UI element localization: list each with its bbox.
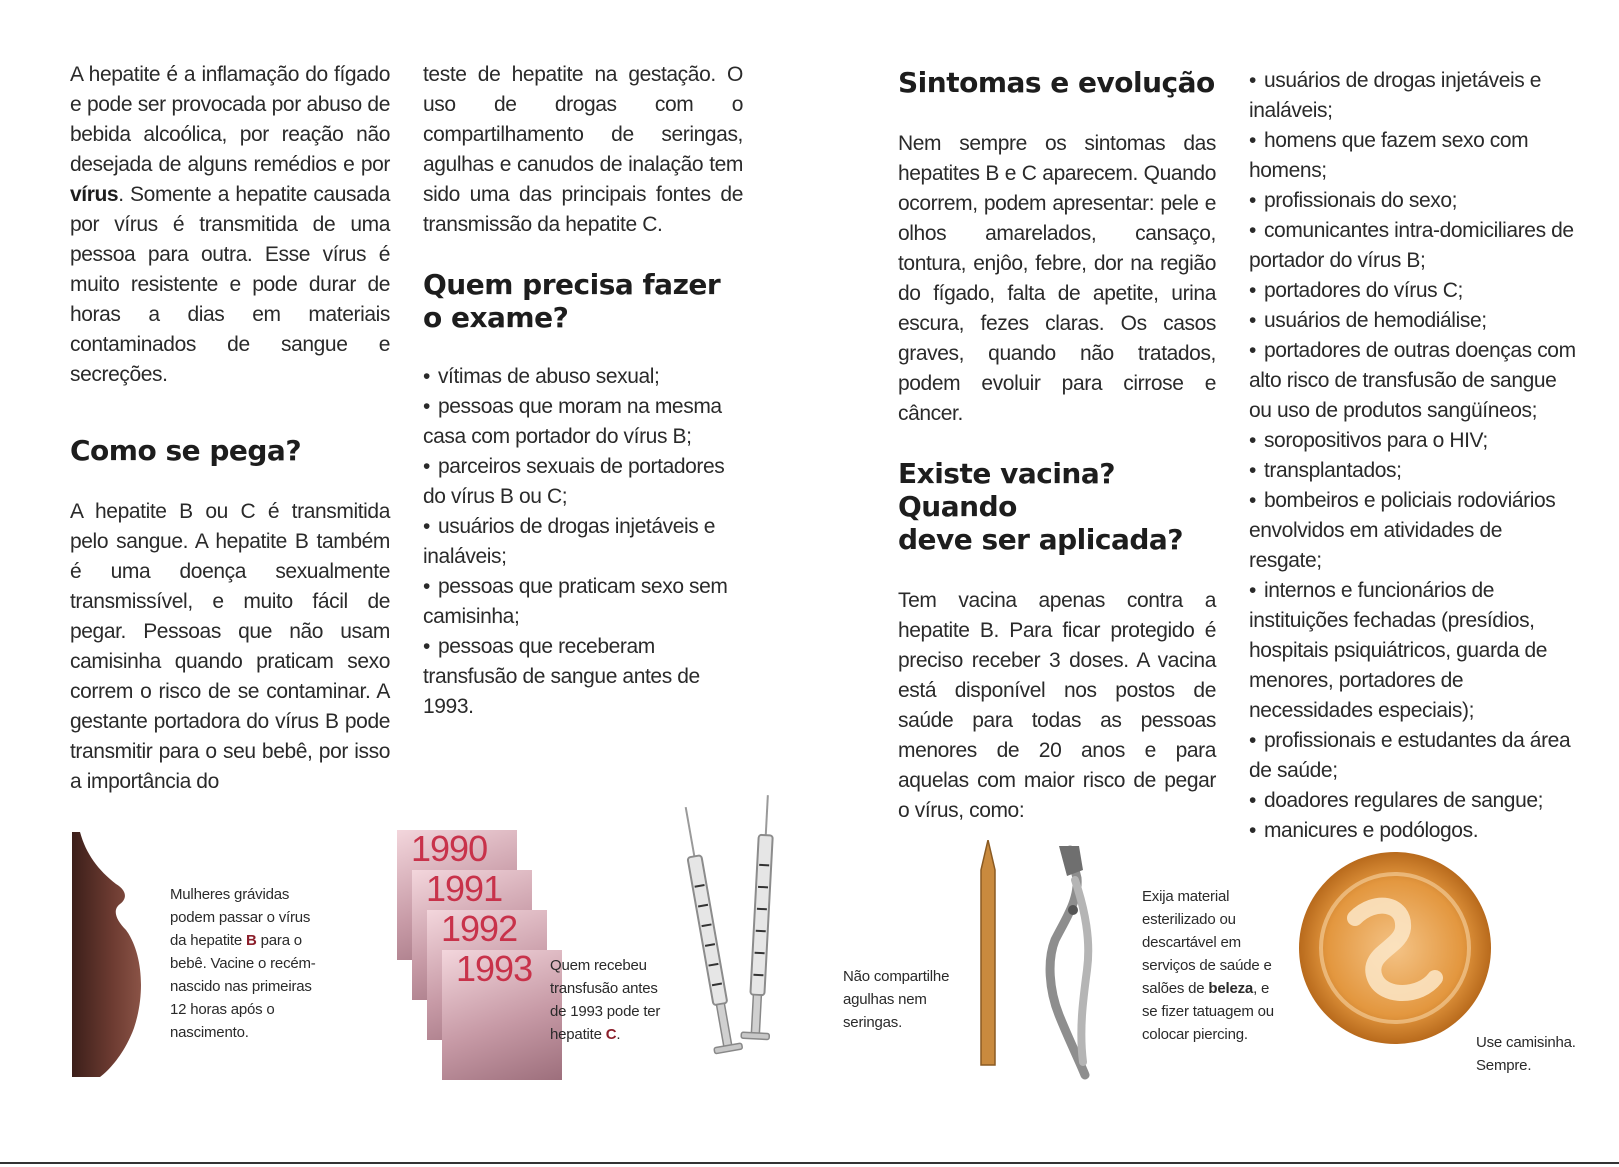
heading-como-se-pega: Como se pega? bbox=[70, 434, 302, 467]
year-cards-illustration bbox=[397, 830, 547, 1080]
caption-needles: Não compartilhe agulhas nem seringas. bbox=[843, 968, 950, 1031]
list-item: • pessoas que praticam sexo sem camisinha; bbox=[423, 572, 743, 632]
risk-group-list bbox=[1249, 66, 1579, 846]
list-item: • usuários de drogas injetáveis e inaláveis; bbox=[1249, 66, 1579, 126]
year-card: 1990 bbox=[397, 830, 517, 960]
list-item: • parceiros sexuais de portadores do vírus B ou C; bbox=[423, 452, 743, 512]
list-item: • comunicantes intra-domiciliares de portador do vírus B; bbox=[1249, 216, 1579, 276]
manicure-tools-icon bbox=[975, 840, 1145, 1080]
caption-condom: Use camisinha. Sempre. bbox=[1476, 1034, 1576, 1074]
column-exam bbox=[423, 60, 743, 722]
transmission-continued: teste de hepatite na gestação. O uso de drogas com o compartilhamento de seringas, agulhas e canudos de inalação tem sido uma das principais fontes de transmissão da hepatite C. bbox=[423, 63, 743, 236]
year-card: 1992 bbox=[427, 910, 547, 1040]
list-item: • soropositivos para o HIV; bbox=[1249, 426, 1579, 456]
year-card: 1991 bbox=[412, 870, 532, 1000]
list-item: • profissionais e estudantes da área de saúde; bbox=[1249, 726, 1579, 786]
list-item: • vítimas de abuso sexual; bbox=[423, 362, 743, 392]
list-item: • bombeiros e policiais rodoviários envolvidos em atividades de resgate; bbox=[1249, 486, 1579, 576]
list-item: • homens que fazem sexo com homens; bbox=[1249, 126, 1579, 186]
list-item: • pessoas que moram na mesma casa com portador do vírus B; bbox=[423, 392, 743, 452]
vaccine-paragraph: Tem vacina apenas contra a hepatite B. Para ficar protegido é preciso receber 3 doses. A vacina está disponível nos postos de saúde para todas as pessoas menores de 20 anos e para aquelas com maior risco de pegar o vírus, como: bbox=[898, 589, 1216, 822]
condom-icon bbox=[1295, 848, 1495, 1048]
list-item: • portadores do vírus C; bbox=[1249, 276, 1579, 306]
list-item: • manicures e podólogos. bbox=[1249, 816, 1579, 846]
intro-paragraph: A hepatite é a inflamação do fígado e pode ser provocada por abuso de bebida alcoólica, por reação não desejada de alguns remédios e por vírus. Somente a hepatite causada por vírus é transmitida de uma pessoa para outra. Esse vírus é muito resistente e pode durar de horas a dias em materiais contaminados de sangue e secreções. bbox=[70, 63, 390, 386]
transmission-paragraph: A hepatite B ou C é transmitida pelo sangue. A hepatite B também é uma doença sexualmente transmissível, e muito fácil de pegar. Pessoas que não usam camisinha quando praticam sexo correm o risco de se contaminar. A gestante portadora do vírus B pode transmitir para o seu bebê, por isso a importância do bbox=[70, 500, 390, 793]
column-symptoms bbox=[898, 60, 1216, 826]
list-item: • usuários de hemodiálise; bbox=[1249, 306, 1579, 336]
column-risk-groups bbox=[1249, 66, 1579, 846]
list-item: • internos e funcionários de instituições fechadas (presídios, hospitais psiquiátricos, guarda de menores, portadores de necessidades especiais); bbox=[1249, 576, 1579, 726]
list-item: • portadores de outras doenças com alto risco de transfusão de sangue ou uso de produtos sangüíneos; bbox=[1249, 336, 1579, 426]
caption-transfusion: Quem recebeu transfusão antes de 1993 pode ter hepatite C. bbox=[550, 957, 661, 1043]
heading-quem-precisa: Quem precisa fazer o exame? bbox=[423, 268, 721, 334]
symptoms-paragraph: Nem sempre os sintomas das hepatites B e C aparecem. Quando ocorrem, podem apresentar: pele e olhos amarelados, cansaço, tontura, enjôo, febre, dor na região do fígado, falta de apetite, urina escura, fezes claras. Os casos graves, quando não tratados, podem evoluir para cirrose e câncer. bbox=[898, 132, 1216, 425]
column-intro bbox=[70, 60, 390, 797]
year-card: 1993 bbox=[442, 950, 562, 1080]
caption-sterile-material: Exija material esterilizado ou descartável em serviços de saúde e salões de beleza, e se fizer tatuagem ou colocar piercing. bbox=[1142, 888, 1274, 1043]
list-item: • doadores regulares de sangue; bbox=[1249, 786, 1579, 816]
heading-vacina: Existe vacina? Quando deve ser aplicada? bbox=[898, 457, 1184, 556]
bottom-rule bbox=[0, 1162, 1619, 1164]
pregnant-woman-silhouette-icon bbox=[72, 832, 152, 1077]
caption-pregnant: Mulheres grávidas podem passar o vírus da hepatite B para o bebê. Vacine o recém-nascido nas primeiras 12 horas após o nascimento. bbox=[170, 886, 316, 1041]
list-item: • profissionais do sexo; bbox=[1249, 186, 1579, 216]
exam-list bbox=[423, 362, 743, 722]
list-item: • usuários de drogas injetáveis e inaláveis; bbox=[423, 512, 743, 572]
list-item: • transplantados; bbox=[1249, 456, 1579, 486]
heading-sintomas: Sintomas e evolução bbox=[898, 66, 1215, 99]
list-item: • pessoas que receberam transfusão de sangue antes de 1993. bbox=[423, 632, 743, 722]
syringes-icon bbox=[670, 795, 790, 1075]
